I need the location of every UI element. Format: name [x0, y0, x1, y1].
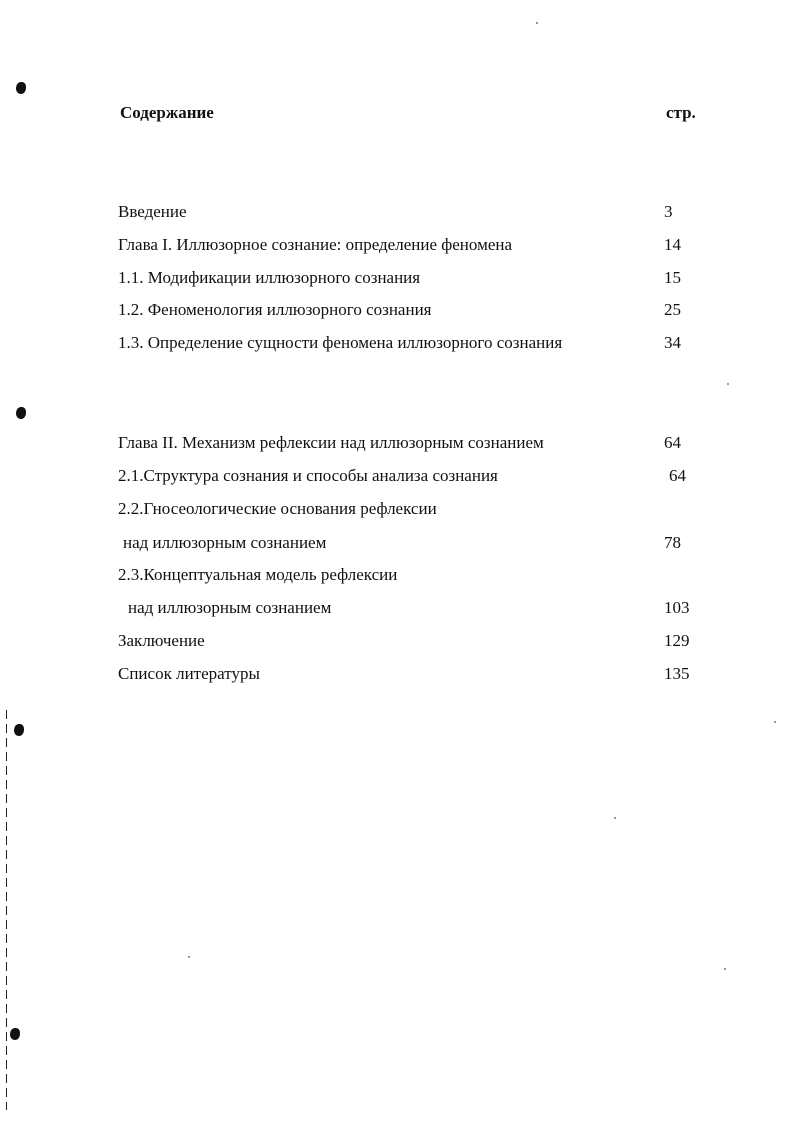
toc-entry-page: 15 — [664, 268, 681, 287]
scan-speck — [724, 968, 726, 970]
toc-entry-title: Введение — [118, 202, 187, 221]
toc-entry-page: 135 — [664, 664, 690, 683]
toc-entry-title: над иллюзорным сознанием — [128, 598, 332, 617]
toc-entry — [0, 233, 796, 257]
scan-speck — [614, 817, 616, 819]
toc-entry — [0, 563, 796, 587]
toc-entry-title: Глава I. Иллюзорное сознание: определение феномена — [118, 235, 513, 254]
toc-entry — [0, 662, 796, 686]
toc-entry — [0, 464, 796, 488]
toc-entry — [0, 629, 796, 653]
toc-entry — [0, 531, 796, 555]
toc-entry — [0, 431, 796, 455]
toc-entry-page: 34 — [664, 333, 681, 352]
toc-entry-page: 25 — [664, 300, 681, 319]
toc-entry — [0, 200, 796, 224]
toc-entry-title: Заключение — [118, 631, 205, 650]
toc-entry — [0, 596, 796, 620]
scan-edge-line — [6, 710, 7, 1110]
binder-hole-mark — [16, 407, 26, 419]
toc-entry-title: Список литературы — [118, 664, 260, 683]
toc-entry-title: 2.3.Концептуальная модель рефлексии — [118, 565, 398, 584]
toc-entry-title: 1.1. Модификации иллюзорного сознания — [118, 268, 421, 287]
toc-heading: Содержание — [120, 103, 214, 122]
toc-entry-title: 1.2. Феноменология иллюзорного сознания — [118, 300, 432, 319]
toc-entry-page: 129 — [664, 631, 690, 650]
scan-speck — [774, 721, 776, 723]
toc-entry-title: над иллюзорным сознанием — [123, 533, 327, 552]
toc-entry-page: 3 — [664, 202, 673, 221]
toc-entry-page: 78 — [664, 533, 681, 552]
toc-entry-page: 14 — [664, 235, 681, 254]
toc-entry-page: 64 — [669, 466, 686, 485]
toc-entry — [0, 266, 796, 290]
toc-entry — [0, 497, 796, 521]
toc-entry-title: 2.2.Гносеологические основания рефлексии — [118, 499, 437, 518]
toc-entry — [0, 331, 796, 355]
toc-entry-title: Глава II. Механизм рефлексии над иллюзорным сознанием — [118, 433, 544, 452]
scan-speck — [188, 956, 190, 958]
toc-entry-page: 103 — [664, 598, 690, 617]
scan-speck — [727, 383, 729, 385]
scan-speck — [536, 22, 538, 24]
toc-entry — [0, 298, 796, 322]
toc-entry-page: 64 — [664, 433, 681, 452]
binder-hole-mark — [10, 1028, 20, 1040]
page-column-label: стр. — [666, 103, 696, 122]
binder-hole-mark — [16, 82, 26, 94]
toc-entry-title: 1.3. Определение сущности феномена иллюзорного сознания — [118, 333, 563, 352]
toc-entry-title: 2.1.Структура сознания и способы анализа сознания — [118, 466, 498, 485]
binder-hole-mark — [14, 724, 24, 736]
